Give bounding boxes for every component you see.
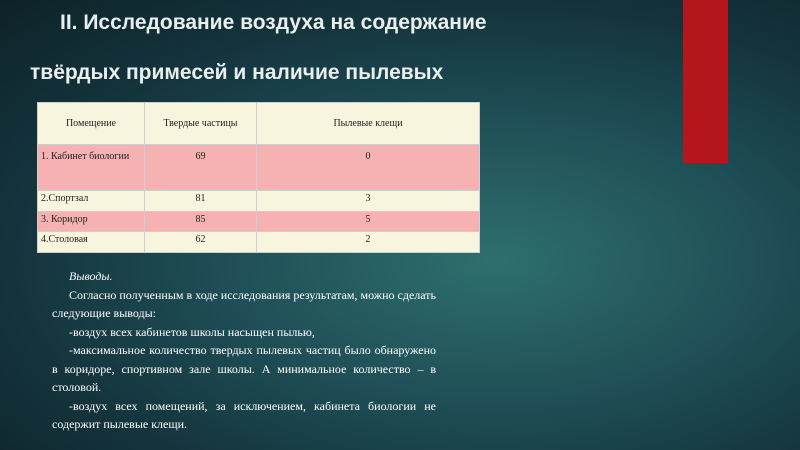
table-row	[38, 211, 480, 232]
cell-mites: 5	[257, 211, 480, 232]
conclusions-paragraph: -воздух всех кабинетов школы насыщен пылью,	[69, 324, 315, 339]
table-row	[38, 232, 480, 253]
conclusions-block	[52, 267, 436, 434]
cell-mites: 3	[257, 191, 480, 212]
conclusions-paragraph: Согласно полученным в ходе исследования результатам, можно сделать следующие выводы:	[52, 287, 436, 320]
conclusions-heading: Выводы.	[69, 269, 113, 283]
title-line-1: II. Исследование воздуха на содержание	[60, 11, 487, 34]
table-row	[38, 191, 480, 212]
cell-mites: 2	[257, 232, 480, 253]
cell-room: 2.Спортзал	[38, 191, 145, 212]
cell-room: 1. Кабинет биологии	[38, 145, 145, 191]
cell-particles: 85	[145, 211, 257, 232]
cell-particles: 81	[145, 191, 257, 212]
results-table	[37, 102, 480, 253]
red-accent-bar	[683, 0, 728, 163]
header-dust-mites: Пылевые клещи	[257, 103, 480, 145]
conclusions-paragraph: -максимальное количество твердых пылевых частиц было обнаружено в коридоре, спортивном зале школы. А минимальное количество – в столовой.	[52, 343, 436, 394]
title-line-2: твёрдых примесей и наличие пылевых	[30, 61, 444, 84]
header-room: Помещение	[38, 103, 145, 145]
header-solid-particles: Твердые частицы	[145, 103, 257, 145]
table-row	[38, 145, 480, 191]
slide-title	[30, 0, 650, 110]
cell-particles: 62	[145, 232, 257, 253]
cell-room: 3. Коридор	[38, 211, 145, 232]
cell-room: 4.Столовая	[38, 232, 145, 253]
cell-particles: 69	[145, 145, 257, 191]
cell-mites: 0	[257, 145, 480, 191]
table-header-row	[38, 103, 480, 145]
conclusions-paragraph: -воздух всех помещений, за исключением, кабинета биологии не содержит пылевые клещи.	[52, 398, 436, 431]
